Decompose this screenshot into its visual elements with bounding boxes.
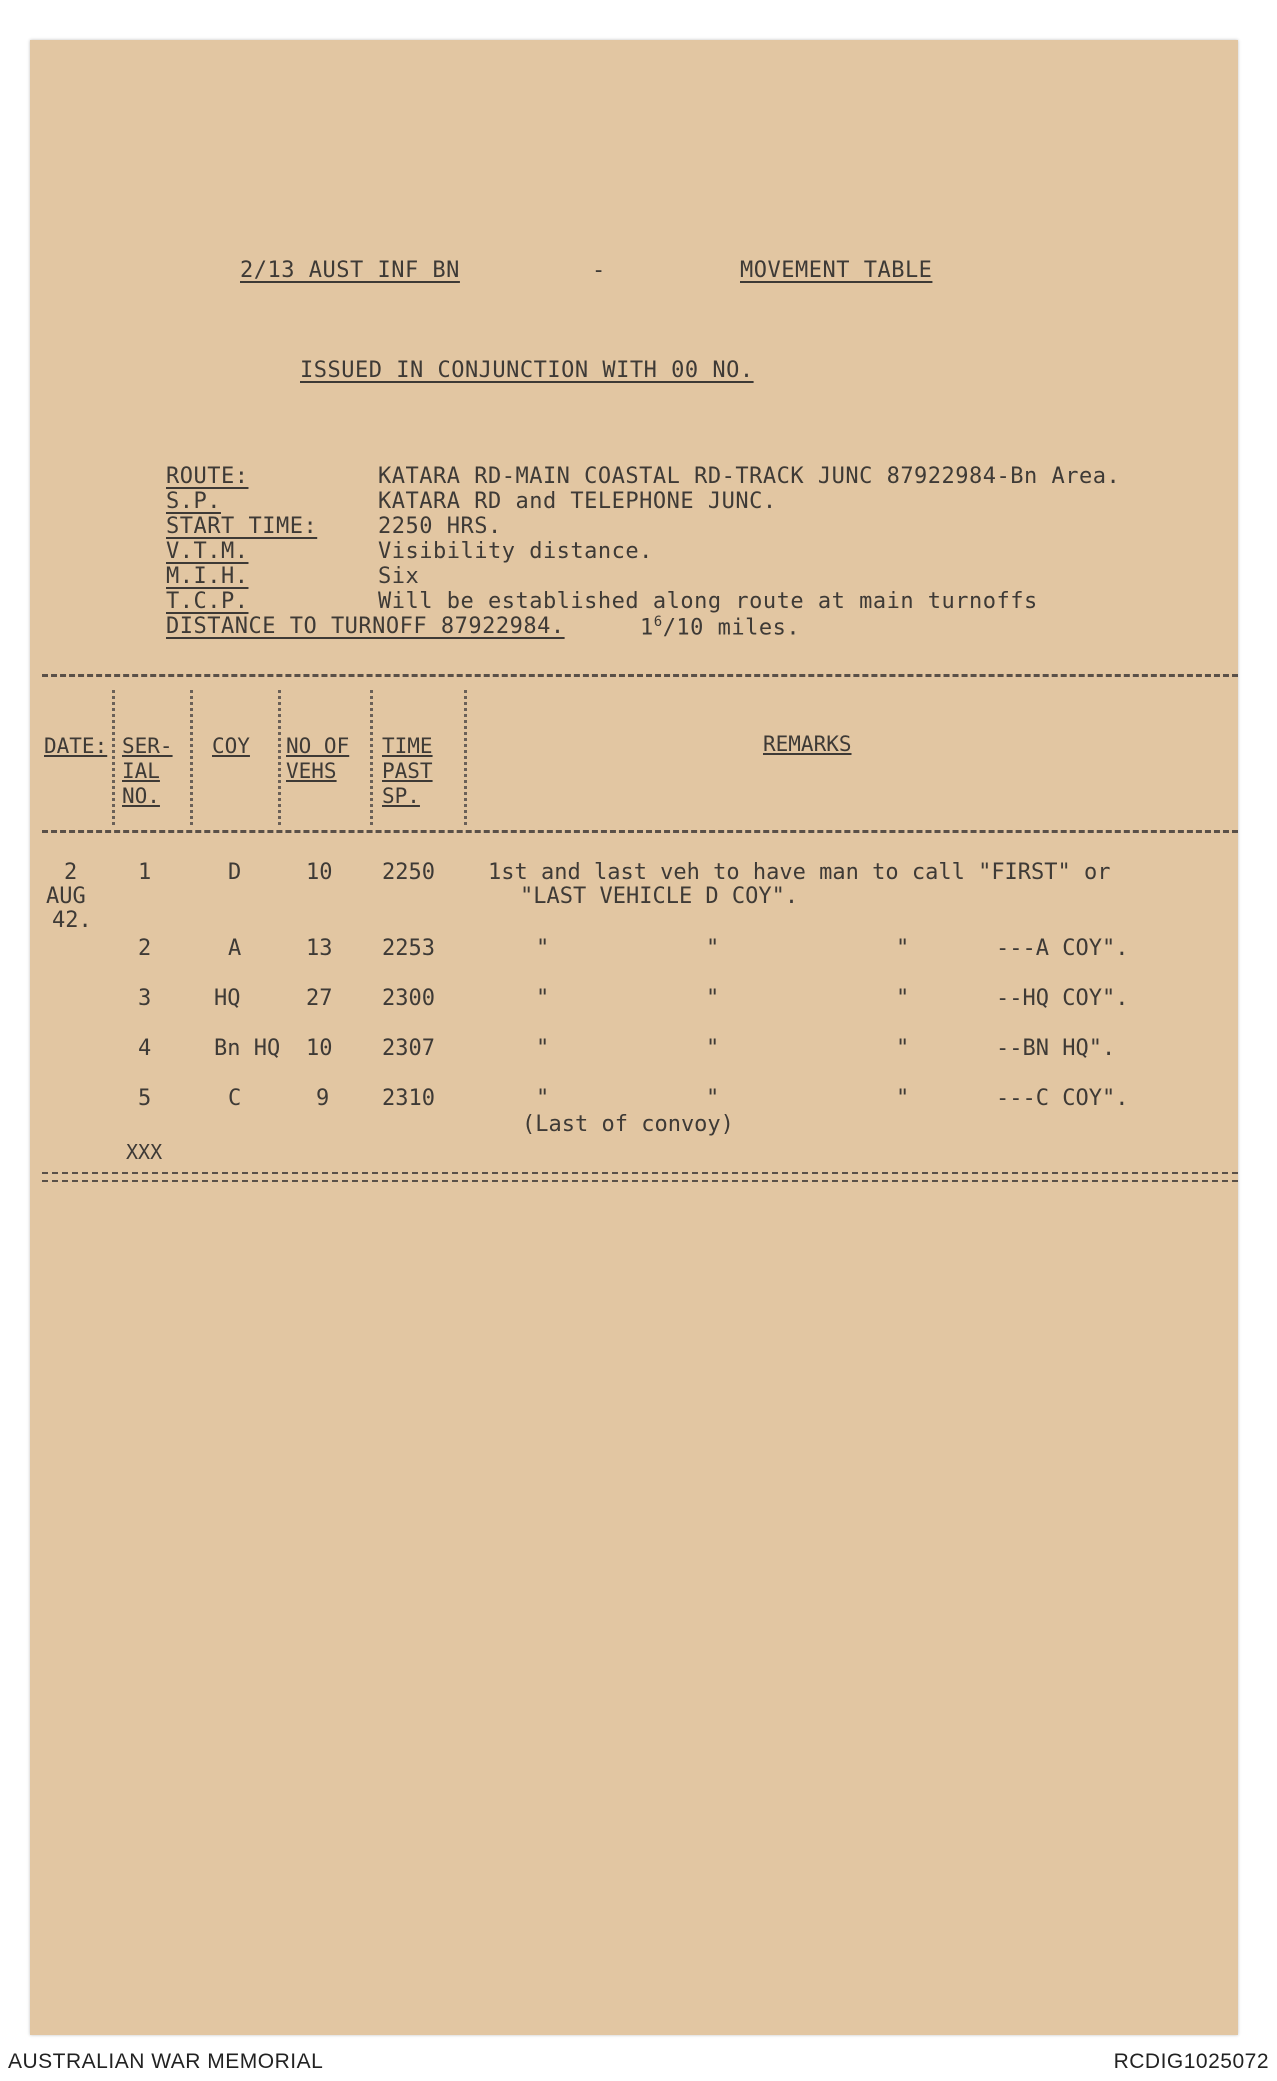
distance-label: DISTANCE TO TURNOFF 87922984. bbox=[166, 614, 565, 639]
col-sep-4 bbox=[370, 690, 373, 825]
field-value-start-time: 2250 HRS. bbox=[378, 514, 502, 539]
row2-time: 2253 bbox=[382, 936, 435, 961]
header-coy: COY bbox=[212, 734, 250, 758]
movement-table-title: MOVEMENT TABLE bbox=[740, 258, 933, 283]
col-sep-3 bbox=[278, 690, 281, 825]
row3-vehs: 27 bbox=[306, 986, 333, 1011]
row2-ditto-3: " bbox=[896, 936, 910, 961]
field-label-tcp: T.C.P. bbox=[166, 589, 249, 614]
row1-coy: D bbox=[228, 860, 242, 885]
row3-remarks-tail: --HQ COY". bbox=[996, 986, 1129, 1011]
header-date: DATE: bbox=[44, 734, 108, 758]
date-month: AUG bbox=[46, 884, 86, 909]
title-dash: - bbox=[592, 258, 606, 283]
field-value-route: KATARA RD-MAIN COASTAL RD-TRACK JUNC 87922984-Bn Area. bbox=[378, 464, 1121, 489]
document-sheet bbox=[30, 40, 1238, 2035]
table-bottom-rule bbox=[42, 1172, 1238, 1182]
row2-serial: 2 bbox=[138, 936, 152, 961]
row4-ditto-2: " bbox=[706, 1036, 720, 1061]
row5-remarks-tail: ---C COY". bbox=[996, 1086, 1129, 1111]
date-day: 2 bbox=[64, 860, 78, 885]
distance-value: $1^6/10$ miles. bbox=[640, 614, 801, 641]
field-value-tcp: Will be established along route at main turnoffs bbox=[378, 589, 1038, 614]
field-value-mih: Six bbox=[378, 564, 420, 589]
header-remarks: REMARKS bbox=[763, 732, 852, 756]
header-serial: SER- IAL NO. bbox=[122, 734, 173, 808]
row5-coy: C bbox=[228, 1086, 242, 1111]
row5-ditto-2: " bbox=[706, 1086, 720, 1111]
row1-vehs: 10 bbox=[306, 860, 333, 885]
row1-time: 2250 bbox=[382, 860, 435, 885]
col-sep-1 bbox=[112, 690, 115, 825]
date-year: 42. bbox=[52, 908, 92, 933]
issued-line: ISSUED IN CONJUNCTION WITH 00 NO. bbox=[300, 358, 754, 383]
unit-title: 2/13 AUST INF BN bbox=[240, 258, 460, 283]
row2-vehs: 13 bbox=[306, 936, 333, 961]
row4-ditto-3: " bbox=[896, 1036, 910, 1061]
row4-coy: Bn HQ bbox=[214, 1036, 281, 1061]
row1-remarks-line2: "LAST VEHICLE D COY". bbox=[520, 884, 799, 909]
field-label-route: ROUTE: bbox=[166, 464, 249, 489]
row5-note: (Last of convoy) bbox=[522, 1112, 734, 1137]
header-time: TIME PAST SP. bbox=[382, 734, 433, 808]
field-label-start-time: START TIME: bbox=[166, 514, 318, 539]
row3-time: 2300 bbox=[382, 986, 435, 1011]
row4-serial: 4 bbox=[138, 1036, 152, 1061]
row1-remarks: 1st and last veh to have man to call "FIRST" or bbox=[488, 860, 1111, 885]
row3-ditto-1: " bbox=[536, 986, 550, 1011]
row4-remarks-tail: --BN HQ". bbox=[996, 1036, 1116, 1061]
footer-source: AUSTRALIAN WAR MEMORIAL bbox=[8, 2050, 324, 2073]
field-value-vtm: Visibility distance. bbox=[378, 539, 653, 564]
row2-remarks-tail: ---A COY". bbox=[996, 936, 1129, 961]
struck-text: XXX bbox=[126, 1140, 163, 1164]
header-vehs: NO OF VEHS bbox=[286, 734, 350, 783]
row3-ditto-3: " bbox=[896, 986, 910, 1011]
footer-id: RCDIG1025072 bbox=[1113, 2050, 1269, 2073]
field-label-mih: M.I.H. bbox=[166, 564, 249, 589]
row5-time: 2310 bbox=[382, 1086, 435, 1111]
row2-coy: A bbox=[228, 936, 242, 961]
row4-ditto-1: " bbox=[536, 1036, 550, 1061]
row2-ditto-2: " bbox=[706, 936, 720, 961]
col-sep-2 bbox=[190, 690, 193, 825]
row5-ditto-3: " bbox=[896, 1086, 910, 1111]
row5-vehs: 9 bbox=[316, 1086, 330, 1111]
row1-serial: 1 bbox=[138, 860, 152, 885]
row5-serial: 5 bbox=[138, 1086, 152, 1111]
field-label-sp: S.P. bbox=[166, 489, 221, 514]
table-top-rule bbox=[42, 674, 1238, 677]
col-sep-5 bbox=[464, 690, 467, 825]
row4-time: 2307 bbox=[382, 1036, 435, 1061]
field-label-vtm: V.T.M. bbox=[166, 539, 249, 564]
row3-serial: 3 bbox=[138, 986, 152, 1011]
row4-vehs: 10 bbox=[306, 1036, 333, 1061]
row3-ditto-2: " bbox=[706, 986, 720, 1011]
row3-coy: HQ bbox=[214, 986, 241, 1011]
table-header-rule bbox=[42, 830, 1238, 833]
row2-ditto-1: " bbox=[536, 936, 550, 961]
row5-ditto-1: " bbox=[536, 1086, 550, 1111]
field-value-sp: KATARA RD and TELEPHONE JUNC. bbox=[378, 489, 777, 514]
